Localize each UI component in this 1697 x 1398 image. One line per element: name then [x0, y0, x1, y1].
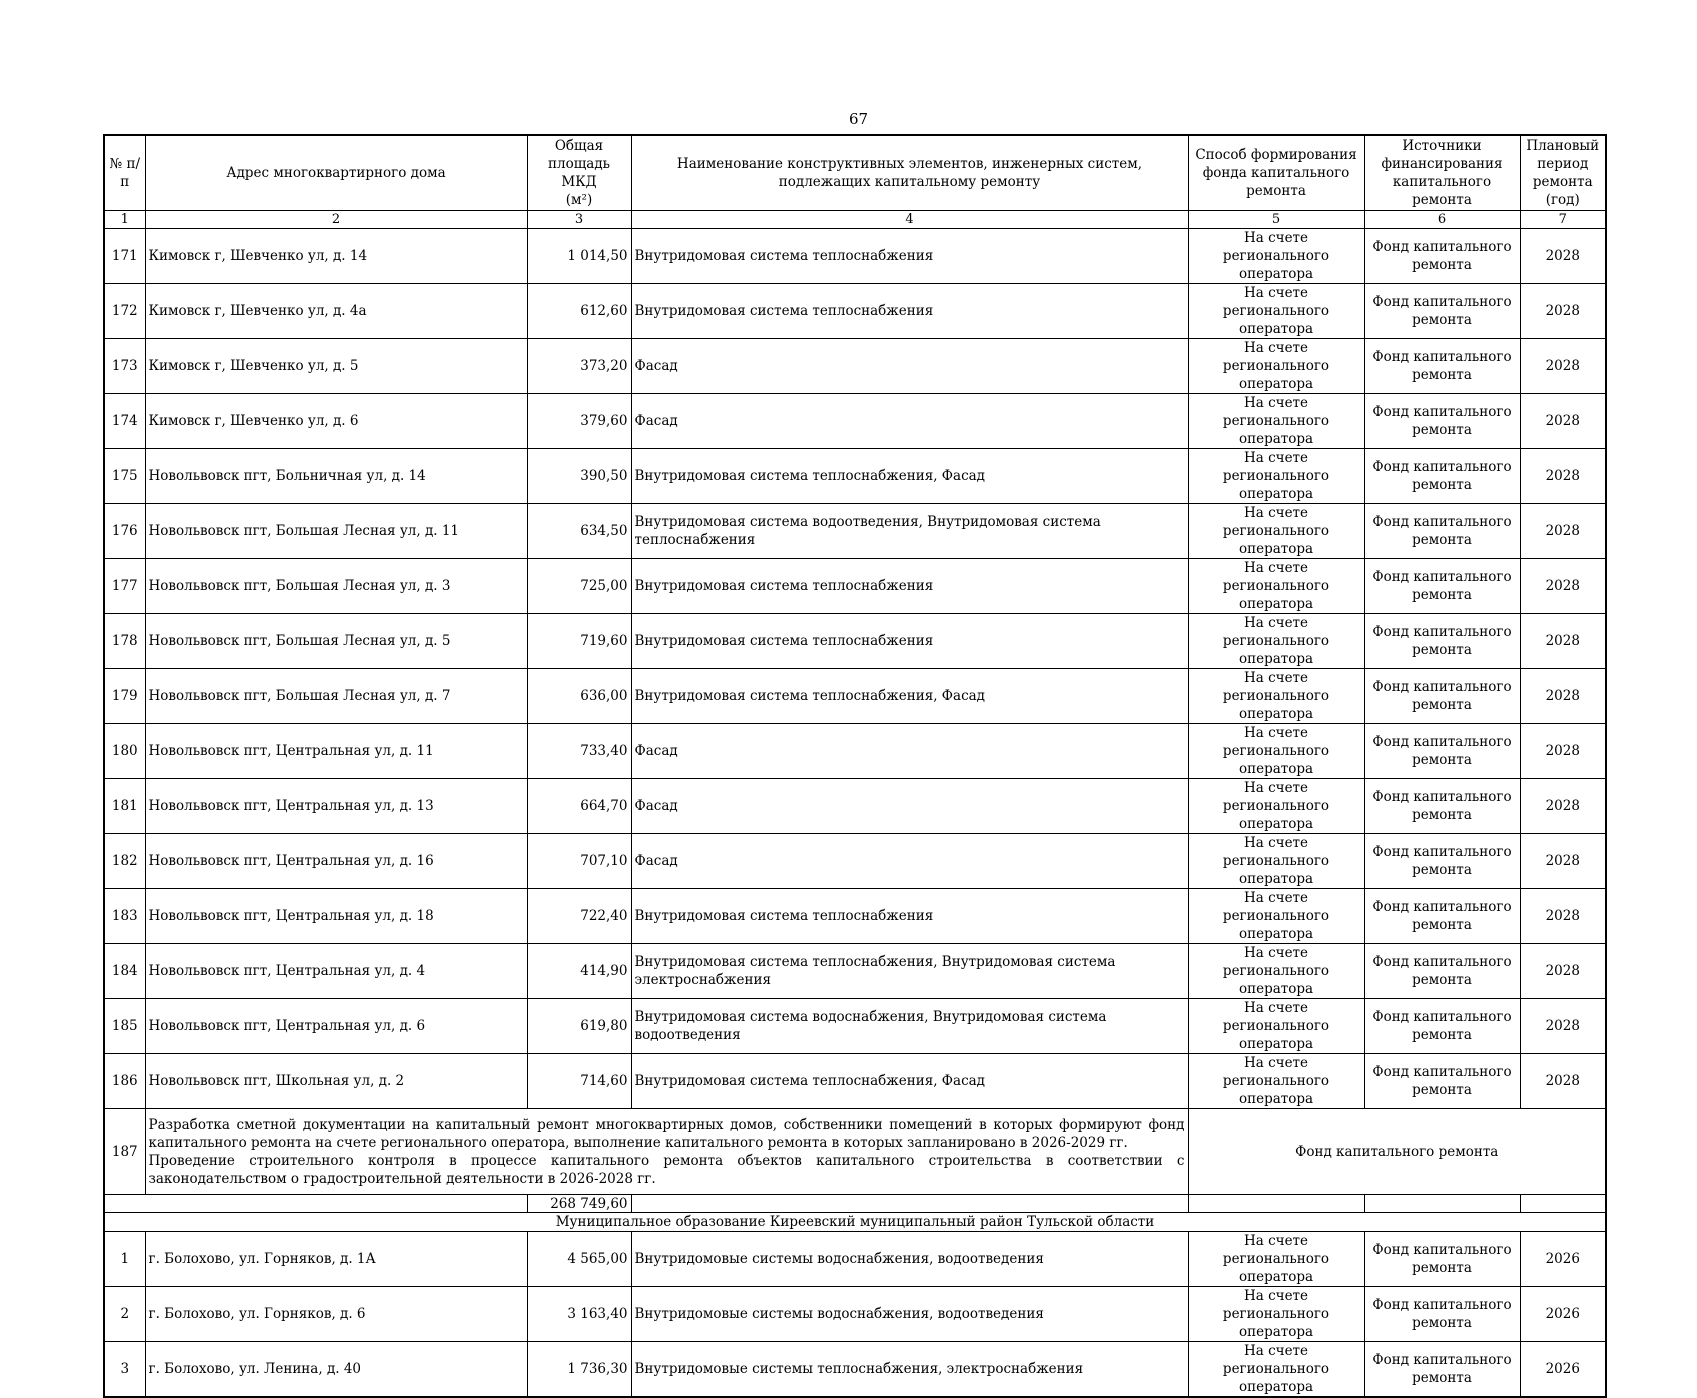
total-empty: [1520, 1195, 1606, 1213]
row-source: Фонд капитального ремонта: [1364, 229, 1520, 284]
row-area: 634,50: [527, 504, 631, 559]
row-address: г. Болохово, ул. Ленина, д. 40: [145, 1342, 527, 1398]
row-elements: Фасад: [631, 339, 1188, 394]
table-body-kimovsk: [104, 229, 1606, 1109]
row-method: На счете регионального оператора: [1188, 779, 1364, 834]
table-row: [104, 724, 1606, 779]
row-year: 2028: [1520, 724, 1606, 779]
row-number: 173: [104, 339, 145, 394]
row-elements: Фасад: [631, 394, 1188, 449]
row-area: 722,40: [527, 889, 631, 944]
row-address: Новольвовск пгт, Большая Лесная ул, д. 7: [145, 669, 527, 724]
row-source: Фонд капитального ремонта: [1364, 1342, 1520, 1398]
row-method: На счете регионального оператора: [1188, 999, 1364, 1054]
row-area: 612,60: [527, 284, 631, 339]
column-number: 7: [1520, 211, 1606, 229]
row-year: 2028: [1520, 504, 1606, 559]
row-method: На счете регионального оператора: [1188, 1342, 1364, 1398]
row-source: Фонд капитального ремонта: [1364, 669, 1520, 724]
row-year: 2028: [1520, 669, 1606, 724]
note-text-1: Разработка сметной документации на капитальный ремонт многоквартирных домов, собственники помещений в которых формируют фонд капитального ремонта на счете регионального оператора, выполнение капитального ремонта в которых запланировано в 2026-2029 гг.: [148, 1116, 1185, 1151]
total-empty: [631, 1195, 1188, 1213]
row-address: г. Болохово, ул. Горняков, д. 1А: [145, 1232, 527, 1287]
header-address: Адрес многоквартирного дома: [145, 135, 527, 211]
row-number: 185: [104, 999, 145, 1054]
row-method: На счете регионального оператора: [1188, 1287, 1364, 1342]
row-number: 2: [104, 1287, 145, 1342]
row-area: 636,00: [527, 669, 631, 724]
note-row: [104, 1109, 1606, 1195]
row-address: Кимовск г, Шевченко ул, д. 14: [145, 229, 527, 284]
row-method: На счете регионального оператора: [1188, 889, 1364, 944]
table-row: [104, 779, 1606, 834]
row-area: 707,10: [527, 834, 631, 889]
row-elements: Внутридомовая система теплоснабжения: [631, 229, 1188, 284]
municipality-title: Муниципальное образование Киреевский муниципальный район Тульской области: [104, 1213, 1606, 1232]
row-year: 2028: [1520, 779, 1606, 834]
header-num: № п/п: [104, 135, 145, 211]
table-row: [104, 1054, 1606, 1109]
table-body-kireevsk: [104, 1232, 1606, 1398]
total-empty: [1188, 1195, 1364, 1213]
row-source: Фонд капитального ремонта: [1364, 944, 1520, 999]
row-year: 2028: [1520, 284, 1606, 339]
row-area: 3 163,40: [527, 1287, 631, 1342]
row-number: 186: [104, 1054, 145, 1109]
row-method: На счете регионального оператора: [1188, 944, 1364, 999]
row-source: Фонд капитального ремонта: [1364, 1232, 1520, 1287]
row-elements: Внутридомовая система теплоснабжения: [631, 284, 1188, 339]
row-elements: Фасад: [631, 724, 1188, 779]
row-source: Фонд капитального ремонта: [1364, 834, 1520, 889]
row-method: На счете регионального оператора: [1188, 614, 1364, 669]
row-number: 1: [104, 1232, 145, 1287]
row-elements: Внутридомовая система водоотведения, Внутридомовая система теплоснабжения: [631, 504, 1188, 559]
row-area: 619,80: [527, 999, 631, 1054]
row-elements: Внутридомовая система теплоснабжения: [631, 614, 1188, 669]
table-body-summary: [104, 1109, 1606, 1232]
table-row: [104, 559, 1606, 614]
table-row: [104, 284, 1606, 339]
row-area: 733,40: [527, 724, 631, 779]
total-row: [104, 1195, 1606, 1213]
row-area: 1 014,50: [527, 229, 631, 284]
row-number: 171: [104, 229, 145, 284]
row-source: Фонд капитального ремонта: [1364, 999, 1520, 1054]
row-number: 175: [104, 449, 145, 504]
row-year: 2028: [1520, 614, 1606, 669]
table-row: [104, 889, 1606, 944]
row-address: Новольвовск пгт, Большая Лесная ул, д. 3: [145, 559, 527, 614]
row-source: Фонд капитального ремонта: [1364, 724, 1520, 779]
header-period: Плановый период ремонта (год): [1520, 135, 1606, 211]
table-row: [104, 834, 1606, 889]
row-source: Фонд капитального ремонта: [1364, 559, 1520, 614]
header-sources: Источники финансирования капитального ремонта: [1364, 135, 1520, 211]
row-year: 2028: [1520, 339, 1606, 394]
row-year: 2028: [1520, 559, 1606, 614]
row-address: Новольвовск пгт, Центральная ул, д. 4: [145, 944, 527, 999]
row-area: 1 736,30: [527, 1342, 631, 1398]
row-source: Фонд капитального ремонта: [1364, 339, 1520, 394]
municipality-row: [104, 1213, 1606, 1232]
row-year: 2026: [1520, 1342, 1606, 1398]
row-year: 2028: [1520, 394, 1606, 449]
row-method: На счете регионального оператора: [1188, 504, 1364, 559]
total-empty: [1364, 1195, 1520, 1213]
row-source: Фонд капитального ремонта: [1364, 394, 1520, 449]
row-elements: Внутридомовая система теплоснабжения: [631, 889, 1188, 944]
row-area: 373,20: [527, 339, 631, 394]
note-row-source: Фонд капитального ремонта: [1188, 1109, 1606, 1195]
row-elements: Фасад: [631, 834, 1188, 889]
row-source: Фонд капитального ремонта: [1364, 1054, 1520, 1109]
row-year: 2028: [1520, 834, 1606, 889]
row-year: 2028: [1520, 449, 1606, 504]
row-elements: Фасад: [631, 779, 1188, 834]
row-elements: Внутридомовые системы водоснабжения, водоотведения: [631, 1232, 1188, 1287]
row-source: Фонд капитального ремонта: [1364, 614, 1520, 669]
table-row: [104, 339, 1606, 394]
note-text-2: Проведение строительного контроля в процессе капитального ремонта объектов капитального строительства в соответствии с законодательством о градостроительной деятельности в 2026-2028 гг.: [148, 1152, 1185, 1187]
row-area: 414,90: [527, 944, 631, 999]
row-method: На счете регионального оператора: [1188, 1054, 1364, 1109]
row-source: Фонд капитального ремонта: [1364, 504, 1520, 559]
row-method: На счете регионального оператора: [1188, 284, 1364, 339]
row-address: Новольвовск пгт, Центральная ул, д. 6: [145, 999, 527, 1054]
table-row: [104, 1342, 1606, 1398]
table-row: [104, 1287, 1606, 1342]
table-header: [104, 135, 1606, 229]
row-number: 177: [104, 559, 145, 614]
row-address: Новольвовск пгт, Школьная ул, д. 2: [145, 1054, 527, 1109]
row-elements: Внутридомовая система теплоснабжения, Внутридомовая система электроснабжения: [631, 944, 1188, 999]
column-number: 1: [104, 211, 145, 229]
row-address: Кимовск г, Шевченко ул, д. 6: [145, 394, 527, 449]
row-number: 176: [104, 504, 145, 559]
row-method: На счете регионального оператора: [1188, 724, 1364, 779]
row-year: 2028: [1520, 1054, 1606, 1109]
row-year: 2028: [1520, 999, 1606, 1054]
row-area: 719,60: [527, 614, 631, 669]
row-address: Новольвовск пгт, Центральная ул, д. 18: [145, 889, 527, 944]
total-empty: [104, 1195, 527, 1213]
row-area: 714,60: [527, 1054, 631, 1109]
row-elements: Внутридомовая система теплоснабжения: [631, 559, 1188, 614]
table-row: [104, 614, 1606, 669]
row-elements: Внутридомовые системы водоснабжения, водоотведения: [631, 1287, 1188, 1342]
column-number: 3: [527, 211, 631, 229]
row-method: На счете регионального оператора: [1188, 1232, 1364, 1287]
row-address: Кимовск г, Шевченко ул, д. 5: [145, 339, 527, 394]
row-method: На счете регионального оператора: [1188, 394, 1364, 449]
row-address: Новольвовск пгт, Центральная ул, д. 13: [145, 779, 527, 834]
row-number: 172: [104, 284, 145, 339]
row-method: На счете регионального оператора: [1188, 669, 1364, 724]
row-method: На счете регионального оператора: [1188, 834, 1364, 889]
column-number-row: [104, 211, 1606, 229]
row-elements: Внутридомовые системы теплоснабжения, электроснабжения: [631, 1342, 1188, 1398]
row-year: 2026: [1520, 1232, 1606, 1287]
header-area-unit: (м²): [565, 192, 593, 208]
note-row-num: 187: [104, 1109, 145, 1195]
row-source: Фонд капитального ремонта: [1364, 1287, 1520, 1342]
header-method: Способ формирования фонда капитального ремонта: [1188, 135, 1364, 211]
table-row: [104, 999, 1606, 1054]
row-address: Кимовск г, Шевченко ул, д. 4а: [145, 284, 527, 339]
row-number: 182: [104, 834, 145, 889]
column-number: 4: [631, 211, 1188, 229]
header-elements: Наименование конструктивных элементов, инженерных систем, подлежащих капитальному ремонту: [631, 135, 1188, 211]
row-area: 4 565,00: [527, 1232, 631, 1287]
row-year: 2026: [1520, 1287, 1606, 1342]
page-number: 67: [848, 110, 869, 128]
row-number: 178: [104, 614, 145, 669]
row-elements: Внутридомовая система теплоснабжения, Фасад: [631, 669, 1188, 724]
table-row: [104, 449, 1606, 504]
row-number: 3: [104, 1342, 145, 1398]
row-method: На счете регионального оператора: [1188, 229, 1364, 284]
row-source: Фонд капитального ремонта: [1364, 449, 1520, 504]
row-address: Новольвовск пгт, Большая Лесная ул, д. 5: [145, 614, 527, 669]
row-method: На счете регионального оператора: [1188, 339, 1364, 394]
row-address: Новольвовск пгт, Центральная ул, д. 11: [145, 724, 527, 779]
total-area: 268 749,60: [527, 1195, 631, 1213]
row-area: 390,50: [527, 449, 631, 504]
table-row: [104, 669, 1606, 724]
row-method: На счете регионального оператора: [1188, 559, 1364, 614]
row-elements: Внутридомовая система водоснабжения, Внутридомовая система водоотведения: [631, 999, 1188, 1054]
column-number: 6: [1364, 211, 1520, 229]
row-year: 2028: [1520, 889, 1606, 944]
row-year: 2028: [1520, 229, 1606, 284]
header-area-label: Общая площадь МКД: [548, 138, 610, 190]
row-address: Новольвовск пгт, Больничная ул, д. 14: [145, 449, 527, 504]
table-row: [104, 504, 1606, 559]
column-number: 5: [1188, 211, 1364, 229]
row-method: На счете регионального оператора: [1188, 449, 1364, 504]
row-area: 664,70: [527, 779, 631, 834]
row-elements: Внутридомовая система теплоснабжения, Фасад: [631, 1054, 1188, 1109]
row-area: 379,60: [527, 394, 631, 449]
row-address: Новольвовск пгт, Центральная ул, д. 16: [145, 834, 527, 889]
row-source: Фонд капитального ремонта: [1364, 889, 1520, 944]
row-number: 184: [104, 944, 145, 999]
table-row: [104, 229, 1606, 284]
row-address: Новольвовск пгт, Большая Лесная ул, д. 11: [145, 504, 527, 559]
column-number: 2: [145, 211, 527, 229]
row-number: 180: [104, 724, 145, 779]
row-source: Фонд капитального ремонта: [1364, 779, 1520, 834]
row-elements: Внутридомовая система теплоснабжения, Фасад: [631, 449, 1188, 504]
row-number: 183: [104, 889, 145, 944]
row-source: Фонд капитального ремонта: [1364, 284, 1520, 339]
table-row: [104, 394, 1606, 449]
row-number: 179: [104, 669, 145, 724]
row-address: г. Болохово, ул. Горняков, д. 6: [145, 1287, 527, 1342]
table-row: [104, 944, 1606, 999]
row-number: 174: [104, 394, 145, 449]
row-number: 181: [104, 779, 145, 834]
note-row-text: [145, 1109, 1188, 1195]
header-area: [527, 135, 631, 211]
table-row: [104, 1232, 1606, 1287]
row-area: 725,00: [527, 559, 631, 614]
row-year: 2028: [1520, 944, 1606, 999]
repair-plan-table: [103, 134, 1607, 1398]
